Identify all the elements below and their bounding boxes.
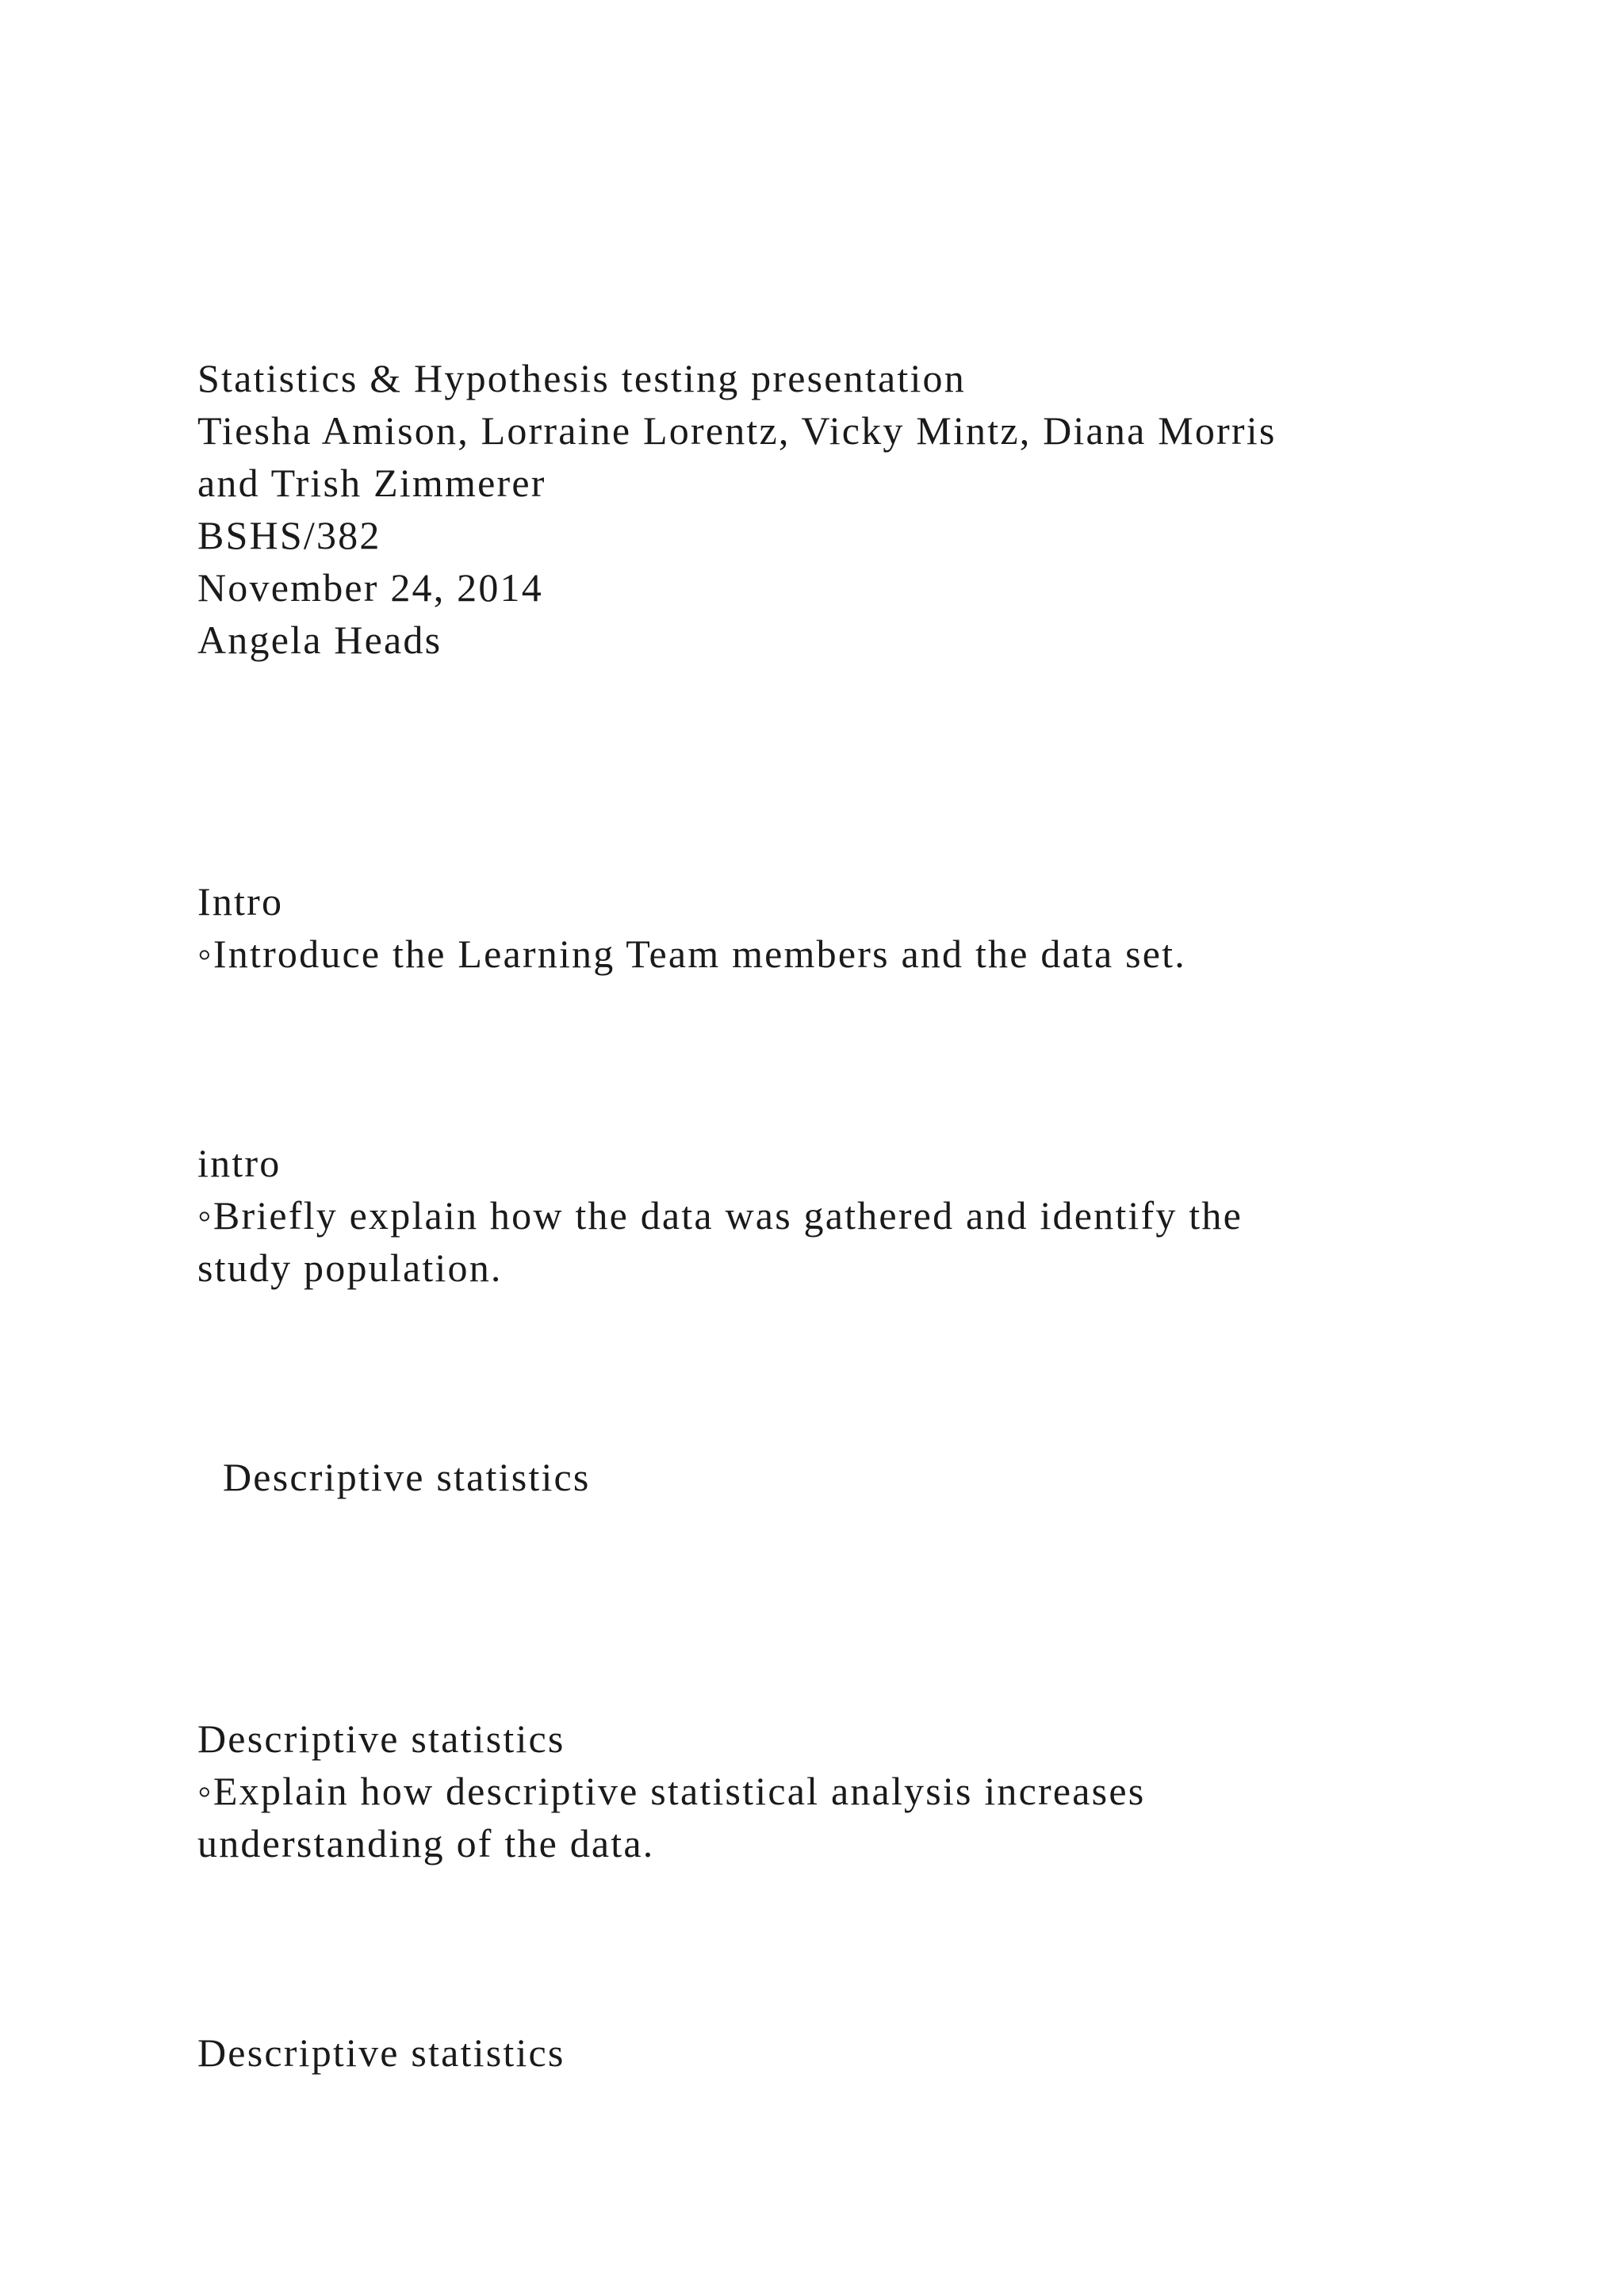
authors-line-1: Tiesha Amison, Lorraine Lorentz, Vicky Mintz, Diana Morris <box>197 408 1277 453</box>
section-heading-descriptive-statistics: Descriptive statistics <box>223 1455 591 1499</box>
section-bullet-continuation: study population. <box>197 1246 503 1290</box>
instructor-name: Angela Heads <box>197 618 442 662</box>
document-title: Statistics & Hypothesis testing presentation <box>197 356 966 400</box>
section-heading-intro: Intro <box>197 879 284 924</box>
section-bullet: ◦Introduce the Learning Team members and the data set. <box>197 932 1186 976</box>
authors-line-2: and Trish Zimmerer <box>197 461 546 505</box>
section-bullet-continuation: understanding of the data. <box>197 1821 655 1866</box>
course-code: BSHS/382 <box>197 513 381 557</box>
section-heading-descriptive-statistics-2: Descriptive statistics <box>197 1716 565 1761</box>
section-bullet: ◦Briefly explain how the data was gathered and identify the <box>197 1193 1243 1238</box>
section-bullet: ◦Explain how descriptive statistical analysis increases <box>197 1769 1146 1813</box>
section-heading-descriptive-statistics-3: Descriptive statistics <box>197 2030 565 2075</box>
section-heading-intro-2: intro <box>197 1141 282 1185</box>
document-date: November 24, 2014 <box>197 565 543 610</box>
